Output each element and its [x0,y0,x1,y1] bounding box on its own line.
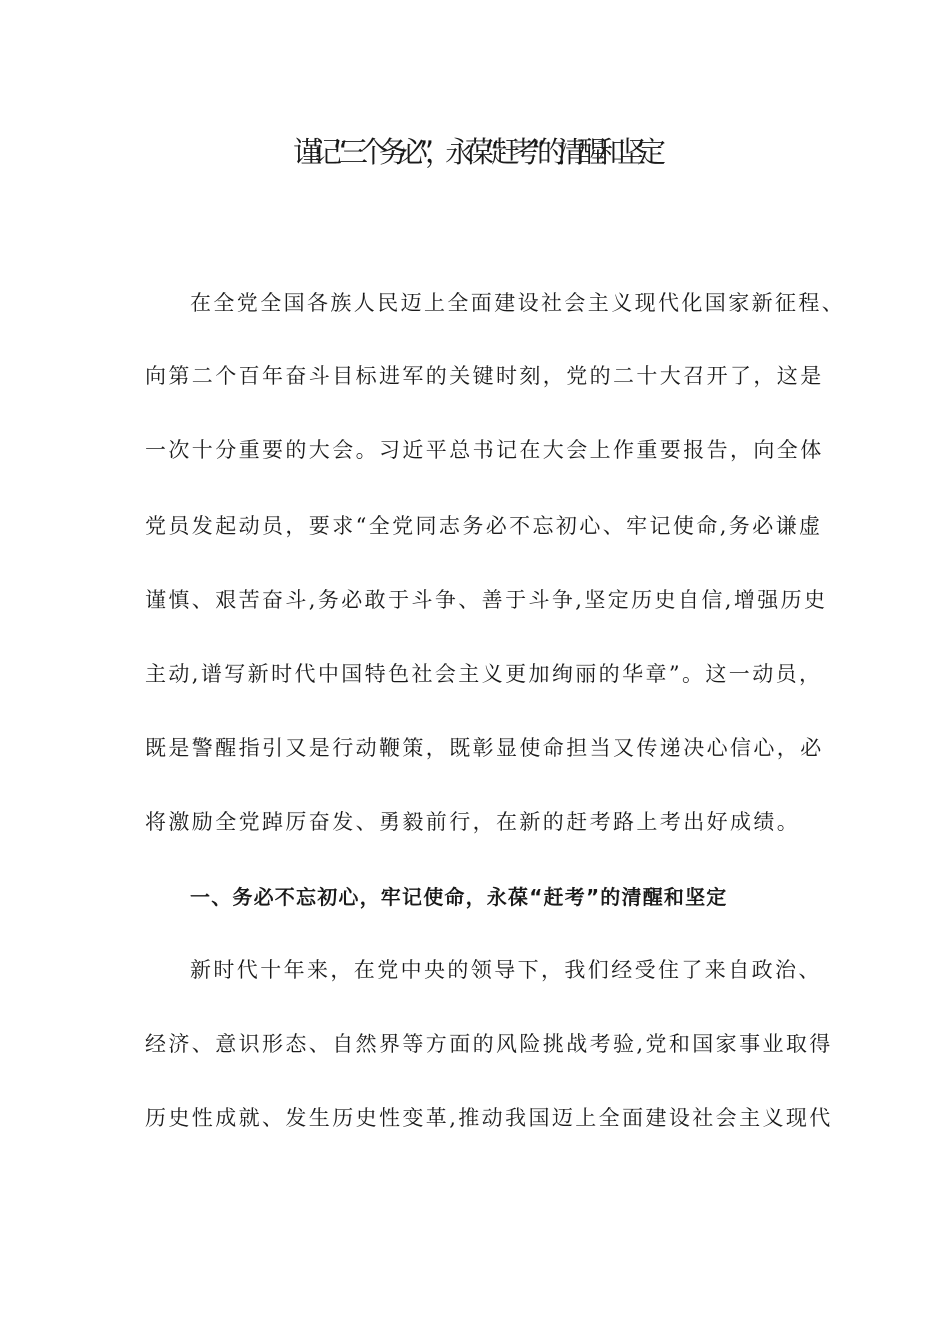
paragraph-line: 主动,谱写新时代中国特色社会主义更加绚丽的华章”。这一动员， [145,662,823,686]
paragraph-line: 向第二个百年奋斗目标进军的关键时刻，党的二十大召开了，这是 [145,364,824,388]
paragraph-line: 谨慎、艰苦奋斗,务必敢于斗争、善于斗争,坚定历史自信,增强历史 [145,588,828,612]
paragraph-line: 新时代十年来，在党中央的领导下，我们经受住了来自政治、 [190,958,822,982]
paragraph-line: 一次十分重要的大会。习近平总书记在大会上作重要报告，向全体 [145,438,824,462]
paragraph-line: 将激励全党踔厉奋发、勇毅前行，在新的赶考路上考出好成绩。 [145,810,801,834]
paragraph-line: 党员发起动员，要求“全党同志务必不忘初心、牢记使命,务必谦虚 [145,514,823,538]
paragraph-line: 在全党全国各族人民迈上全面建设社会主义现代化国家新征程、 [190,291,846,315]
paragraph-line: 既是警醒指引又是行动鞭策，既彰显使命担当又传递决心信心，必 [145,736,824,760]
document-title: 谨记“三个务必”，永葆“赶考”的清醒和坚定 [292,135,658,169]
paragraph-line: 经济、意识形态、自然界等方面的风险挑战考验,党和国家事业取得 [145,1032,833,1056]
section-heading: 一、务必不忘初心，牢记使命，永葆“赶考”的清醒和坚定 [190,885,728,909]
paragraph-line: 历史性成就、发生历史性变革,推动我国迈上全面建设社会主义现代 [145,1106,833,1130]
